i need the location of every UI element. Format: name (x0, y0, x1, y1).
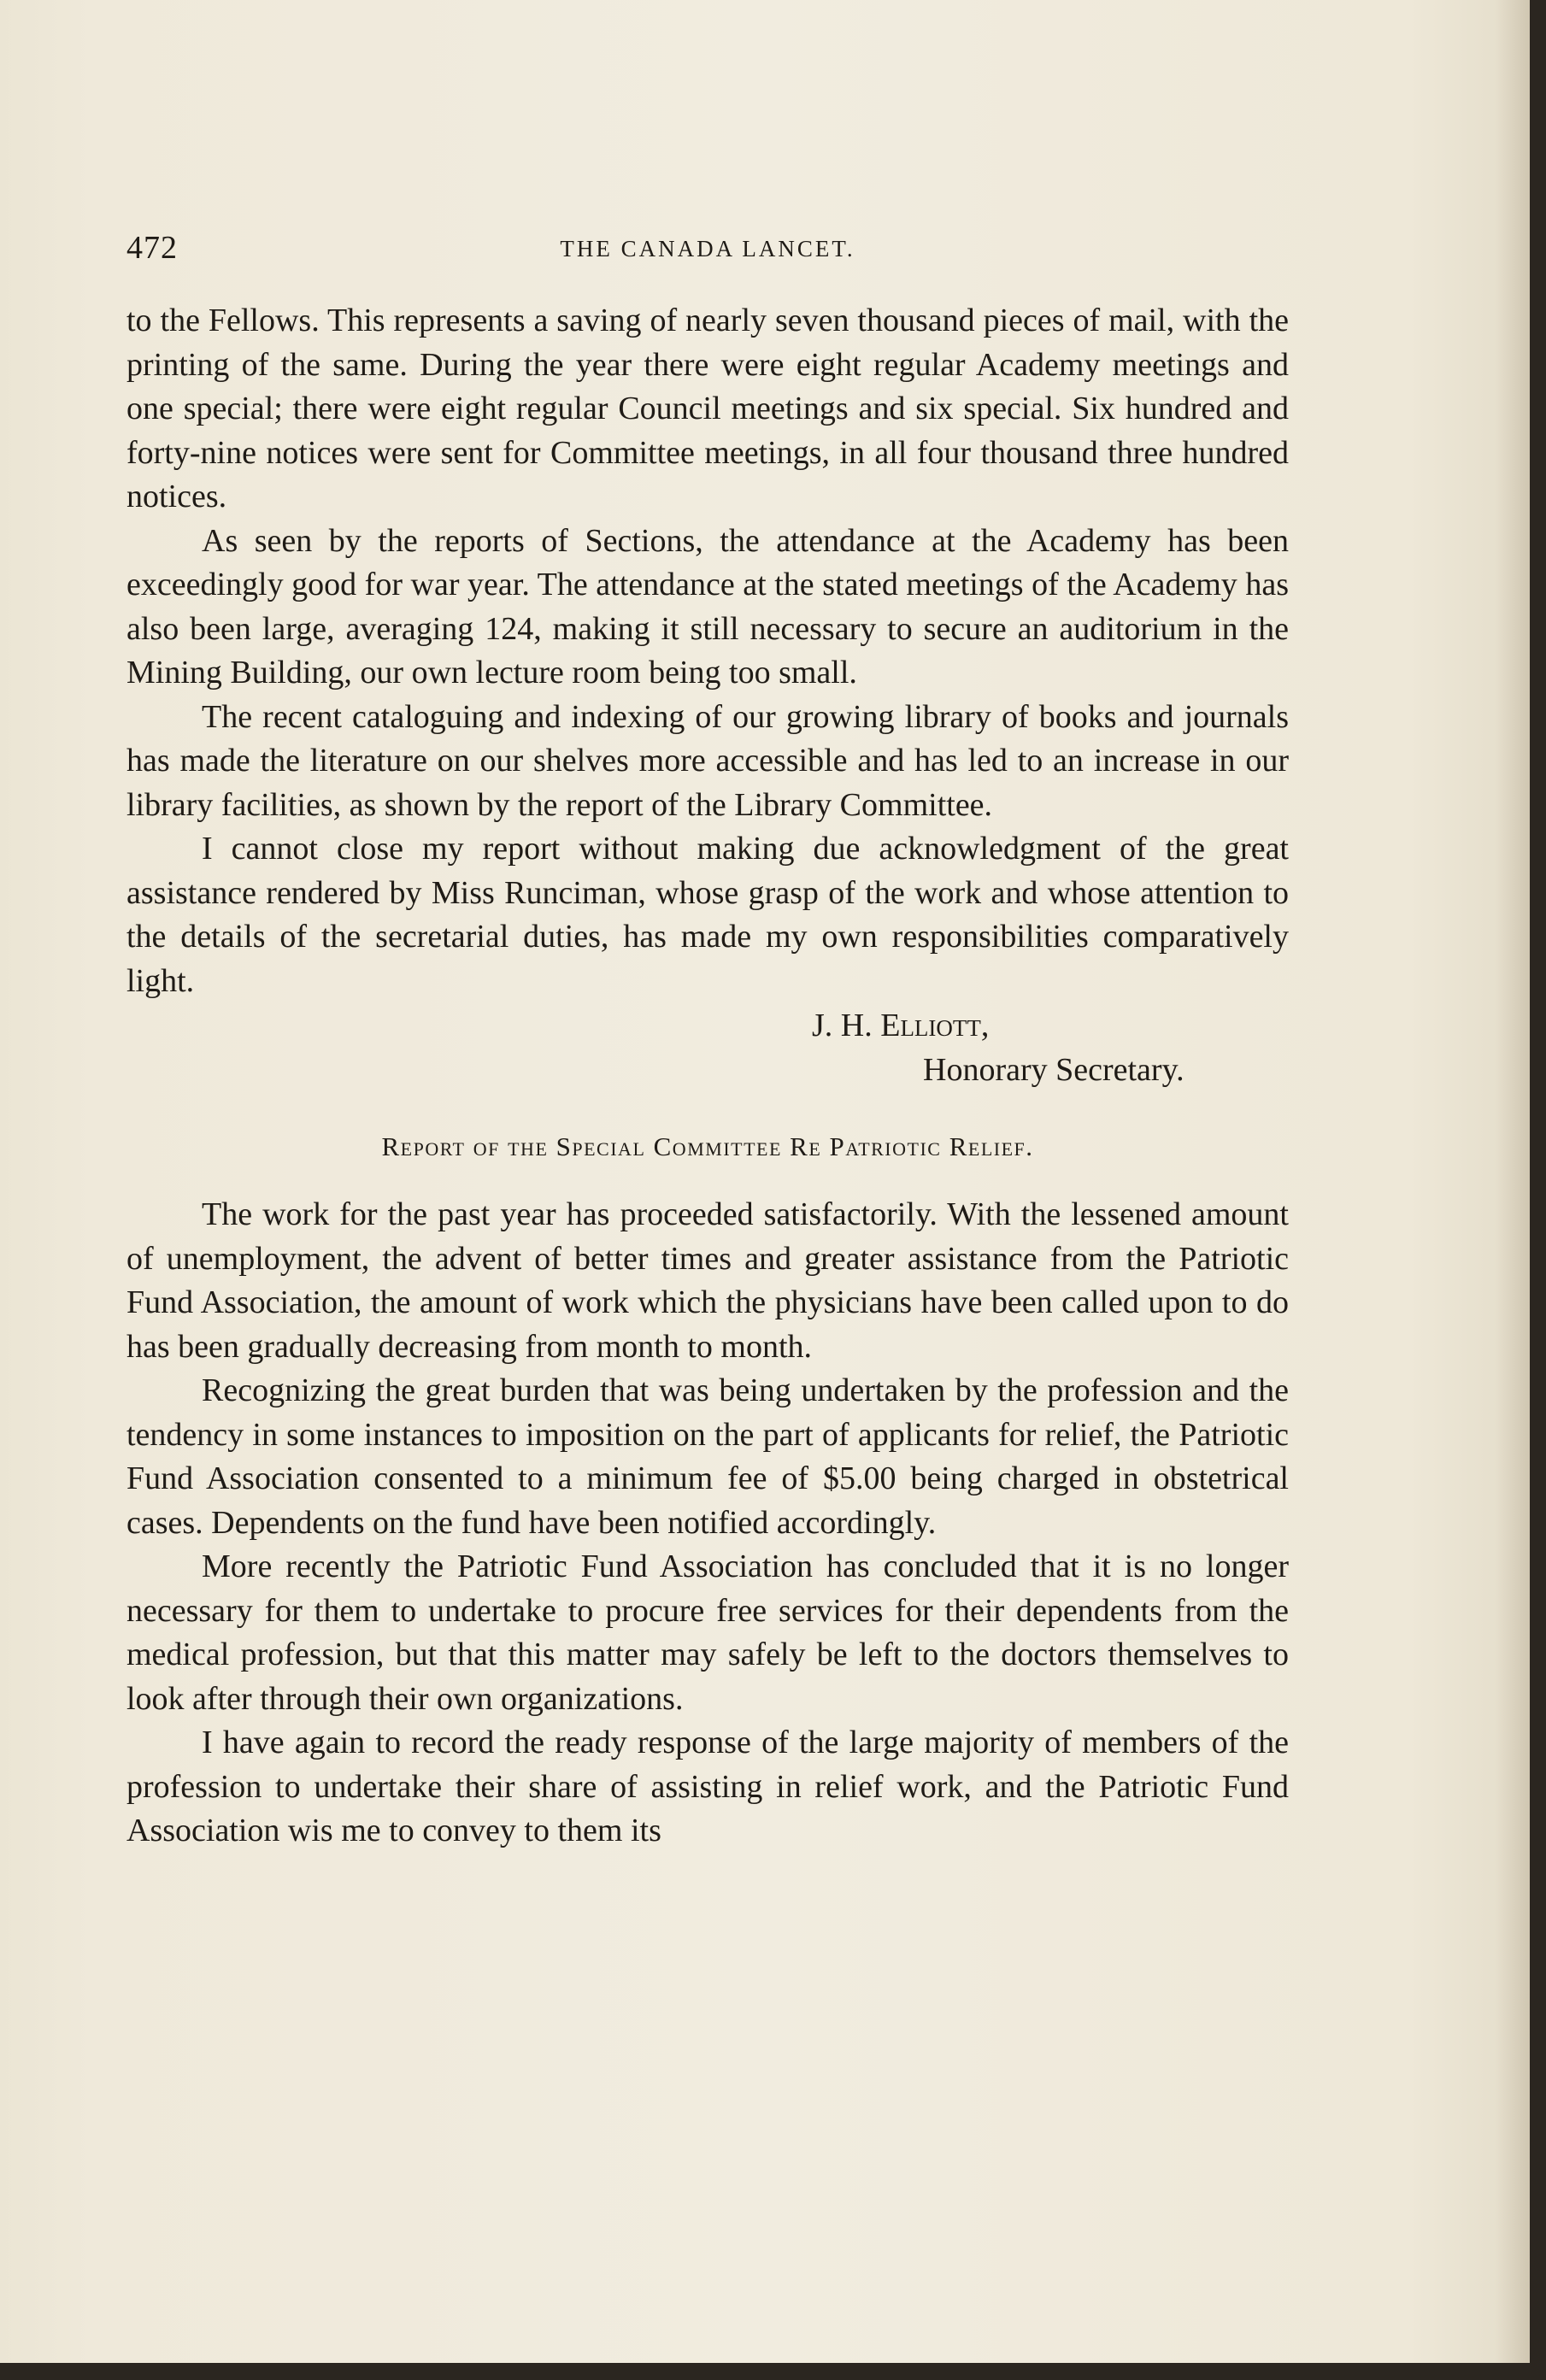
paragraph-minimum-fee: Recognizing the great burden that was being undertaken by the profession and the tendency in some instances to imposition on the part of applicants for relief, the Patriotic Fund Association consented to a minimum fee of $5.00 being charged in obstetrical cases. Dependents on the fund have been notified accordingly. (126, 1372, 1289, 1541)
paragraph-attendance: As seen by the reports of Sections, the attendance at the Academy has been exceedingly good for war year. The attendance at the stated meetings of the Academy has also been large, averaging 124, making it still necessary to secure an auditorium in the Mining Building, our own lecture room being too small. (126, 522, 1289, 690)
paragraph-acknowledgment: I cannot close my report without making due acknowledgment of the great assistance rendered by Miss Runciman, whose grasp of the work and whose attention to the details of the secretarial duties, has made my own responsibilities comparatively light. (126, 831, 1289, 999)
paragraph-response: I have again to record the ready response of the large majority of members of the profession to undertake their share of assisting in relief work, and the Patriotic Fund Association wis me to convey to them its (126, 1725, 1289, 1848)
signature-title: Honorary Secretary. (923, 1052, 1184, 1088)
signature-block (126, 1003, 1289, 1092)
section-heading: Report of the Special Committee Re Patriotic Relief. (381, 1131, 1034, 1161)
paragraph-free-services: More recently the Patriotic Fund Association has concluded that it is no longer necessary for them to undertake to procure free services for their dependents from the medical profession, but that this matter may safely be left to the doctors themselves to look after through their own organizations. (126, 1548, 1289, 1717)
paragraph-continued: to the Fellows. This represents a saving of nearly seven thousand pieces of mail, with the printing of the same. During the year there were eight regular Academy meetings and one special; there were eight regular Council meetings and six special. Six hundred and forty-nine notices were sent for Committee meetings, in all four thousand three hundred notices. (126, 303, 1289, 514)
journal-title: THE CANADA LANCET. (560, 236, 855, 262)
signature-name: J. H. Elliott, (812, 1008, 990, 1043)
paragraph-work-progress: The work for the past year has proceeded satisfactorily. With the lessened amount of unemployment, the advent of better times and greater assistance from the Patriotic Fund Association, the amount of work which the physicians have been called upon to do has been gradually decreasing from month to month. (126, 1196, 1289, 1365)
paragraph-library: The recent cataloguing and indexing of our growing library of books and journals has made the literature on our shelves more accessible and has led to an increase in our library facilities, as shown by the report of the Library Committee. (126, 698, 1289, 823)
running-head (126, 229, 1289, 280)
body-text (126, 299, 1289, 1854)
page-number: 472 (126, 230, 178, 266)
